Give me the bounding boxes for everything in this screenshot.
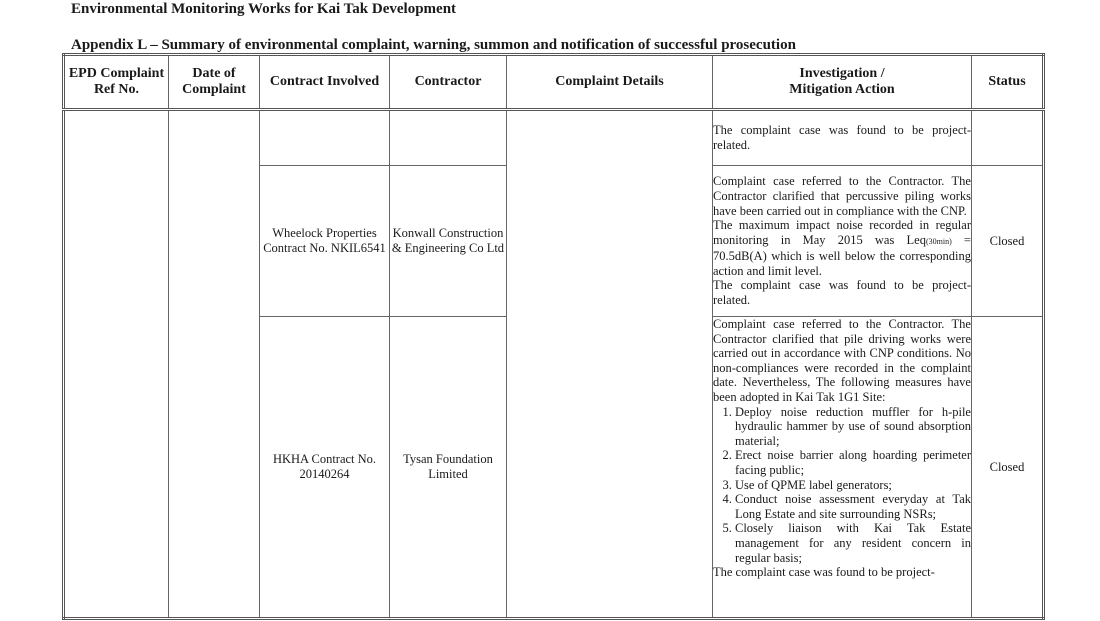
- cell-contract: [260, 110, 390, 166]
- cell-contract: HKHA Contract No. 20140264: [260, 317, 390, 619]
- cell-investigation: [713, 166, 972, 317]
- cell-contract: Wheelock Properties Contract No. NKIL6541: [260, 166, 390, 317]
- cell-status: Closed: [972, 166, 1044, 317]
- appendix-title: Appendix L – Summary of environmental complaint, warning, summon and notification of successful prosecution: [71, 37, 796, 53]
- investigation-conclusion: The complaint case was found to be project-related.: [713, 123, 971, 152]
- header-date: Date of Complaint: [169, 55, 260, 110]
- cell-contractor: [390, 110, 507, 166]
- list-item: 5. Closely liaison with Kai Tak Estate management for any resident concern in regular basis;: [735, 521, 971, 565]
- investigation-paragraph: Complaint case referred to the Contractor. The Contractor clarified that percussive piling works have been carried out in compliance with the CNP.: [713, 174, 971, 218]
- header-ref-no: EPD Complaint Ref No.: [64, 55, 169, 110]
- leq-subscript: (30min): [925, 236, 952, 246]
- header-investigation-line2: Mitigation Action: [789, 82, 895, 97]
- investigation-text: The maximum impact noise recorded in regular monitoring in May 2015 was Leq: [713, 218, 971, 247]
- investigation-paragraph: [713, 218, 971, 278]
- cell-date: [169, 110, 260, 619]
- list-item: 2. Erect noise barrier along hoarding perimeter facing public;: [735, 448, 971, 477]
- cell-contractor: Tysan Foundation Limited: [390, 317, 507, 619]
- header-investigation: [713, 55, 972, 110]
- header-contractor: Contractor: [390, 55, 507, 110]
- cell-ref-no: [64, 110, 169, 619]
- cell-contractor: Konwall Construction & Engineering Co Ltd: [390, 166, 507, 317]
- header-status: Status: [972, 55, 1044, 110]
- cell-investigation: [713, 110, 972, 166]
- header-complaint-details: Complaint Details: [507, 55, 713, 110]
- table-header-row: [64, 55, 1044, 110]
- list-item: 3. Use of QPME label generators;: [735, 478, 971, 493]
- cell-status: [972, 110, 1044, 166]
- header-contract: Contract Involved: [260, 55, 390, 110]
- measures-list: [713, 405, 971, 566]
- investigation-conclusion: The complaint case was found to be project-related.: [713, 278, 971, 308]
- cell-investigation: [713, 317, 972, 619]
- investigation-text: = 70.5dB(A) which is well below the corresponding action and limit level.: [713, 232, 971, 278]
- list-item: 1. Deploy noise reduction muffler for h-pile hydraulic hammer by use of sound absorption material;: [735, 405, 971, 449]
- list-item: 4. Conduct noise assessment everyday at Tak Long Estate and site surrounding NSRs;: [735, 492, 971, 521]
- document-title: Environmental Monitoring Works for Kai Tak Development: [71, 1, 457, 17]
- complaint-summary-table: [62, 53, 1045, 620]
- investigation-paragraph: Complaint case referred to the Contractor. The Contractor clarified that pile driving works were carried out in accordance with CNP conditions. No non-compliances were recorded in the complaint date. Nevertheless, The following measures have been adopted in Kai Tak 1G1 Site:: [713, 317, 971, 404]
- cell-complaint-details: [507, 110, 713, 619]
- header-investigation-line1: Investigation /: [799, 66, 885, 81]
- table-row: [64, 110, 1044, 166]
- cell-status: Closed: [972, 317, 1044, 619]
- investigation-conclusion: The complaint case was found to be project-: [713, 565, 935, 580]
